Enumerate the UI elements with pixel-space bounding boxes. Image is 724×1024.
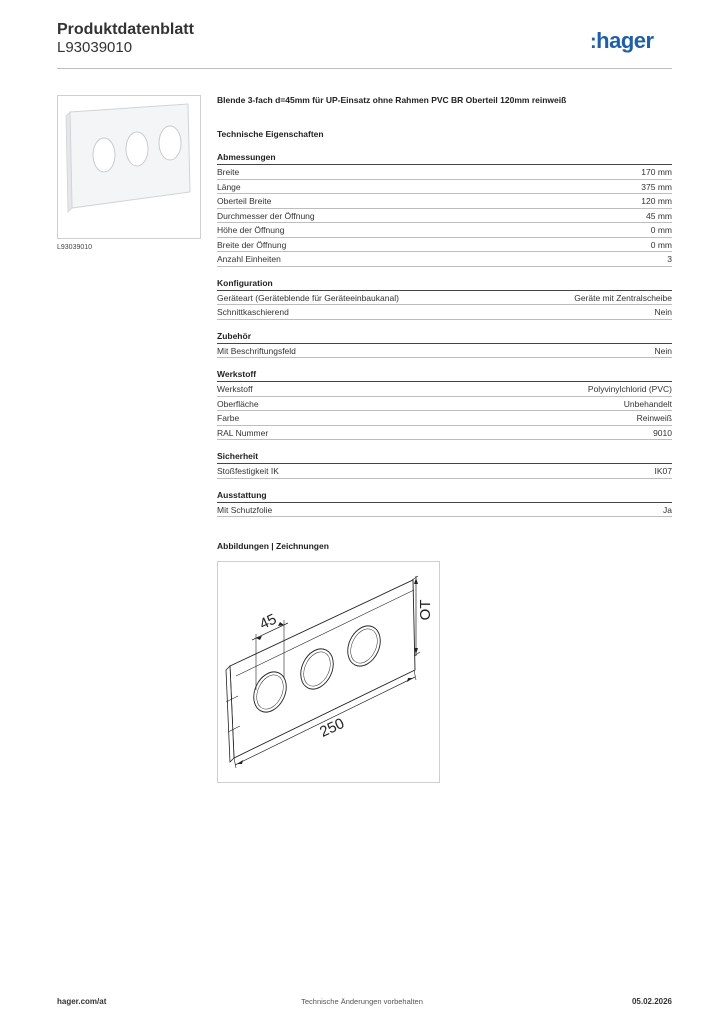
spec-label: Mit Beschriftungsfeld bbox=[217, 345, 296, 356]
spec-value: Nein bbox=[654, 307, 672, 317]
spec-label: Anzahl Einheiten bbox=[217, 254, 281, 264]
spec-label: Oberteil Breite bbox=[217, 196, 272, 206]
tech-heading: Technische Eigenschaften bbox=[217, 129, 324, 139]
section-gap bbox=[217, 479, 672, 489]
spec-value: IK07 bbox=[654, 466, 672, 476]
product-image-illustration bbox=[58, 96, 200, 238]
spec-label: Höhe der Öffnung bbox=[217, 225, 285, 235]
spec-row bbox=[217, 180, 672, 195]
spec-value: 0 mm bbox=[650, 225, 672, 235]
section-title: Zubehör bbox=[217, 330, 672, 344]
spec-value: Ja bbox=[663, 504, 672, 515]
brand-logo bbox=[590, 28, 654, 54]
spec-row bbox=[217, 411, 672, 426]
spec-row bbox=[217, 382, 672, 397]
drawing-title: Abbildungen | Zeichnungen bbox=[217, 541, 329, 551]
footer-website[interactable]: hager.com/at bbox=[57, 997, 107, 1006]
section-title: Sicherheit bbox=[217, 450, 672, 464]
section-gap bbox=[217, 440, 672, 450]
spec-row bbox=[217, 194, 672, 209]
brand-name: hager bbox=[596, 28, 654, 53]
spec-row bbox=[217, 503, 672, 518]
logo-dots: : bbox=[590, 31, 597, 53]
spec-label: Geräteart (Geräteblende für Geräteeinbaukanal) bbox=[217, 292, 399, 303]
spec-label: Oberfläche bbox=[217, 398, 259, 409]
spec-label: Durchmesser der Öffnung bbox=[217, 210, 315, 221]
dimension-height-label: OT bbox=[417, 599, 434, 621]
spec-value: 9010 bbox=[653, 427, 672, 438]
spec-row bbox=[217, 291, 672, 306]
section-title: Werkstoff bbox=[217, 368, 672, 382]
product-code: L93039010 bbox=[57, 39, 133, 56]
spec-row bbox=[217, 223, 672, 238]
spec-row bbox=[217, 344, 672, 359]
spec-sections bbox=[217, 151, 672, 517]
product-details bbox=[217, 95, 672, 517]
spec-value: Reinweiß bbox=[636, 413, 672, 423]
spec-label: Mit Schutzfolie bbox=[217, 504, 273, 515]
spec-row bbox=[217, 209, 672, 224]
spec-label: Schnittkaschierend bbox=[217, 307, 289, 317]
spec-row bbox=[217, 252, 672, 267]
dimension-diameter-label: 45 bbox=[256, 610, 280, 634]
spec-row bbox=[217, 165, 672, 180]
product-title: Blende 3-fach d=45mm für UP-Einsatz ohne Rahmen PVC BR Oberteil 120mm reinweiß bbox=[217, 95, 567, 105]
section-gap bbox=[217, 358, 672, 368]
spec-value: 45 mm bbox=[646, 210, 672, 221]
header-divider bbox=[57, 68, 672, 69]
page-title: Produktdatenblatt bbox=[57, 21, 194, 38]
spec-label: Werkstoff bbox=[217, 384, 253, 394]
spec-value: Geräte mit Zentralscheibe bbox=[574, 292, 672, 303]
spec-label: Breite der Öffnung bbox=[217, 239, 287, 250]
spec-value: 0 mm bbox=[650, 239, 672, 250]
spec-row bbox=[217, 238, 672, 253]
spec-value: Unbehandelt bbox=[623, 398, 672, 409]
spec-row bbox=[217, 305, 672, 320]
spec-value: 3 bbox=[667, 254, 672, 264]
spec-value: 375 mm bbox=[641, 181, 672, 192]
section-title: Konfiguration bbox=[217, 277, 672, 291]
spec-label: Breite bbox=[217, 167, 240, 177]
section-gap bbox=[217, 320, 672, 330]
spec-label: RAL Nummer bbox=[217, 427, 269, 438]
spec-row bbox=[217, 464, 672, 479]
footer-date: 05.02.2026 bbox=[631, 997, 672, 1006]
technical-drawing bbox=[217, 561, 440, 783]
section-title: Ausstattung bbox=[217, 489, 672, 503]
section-title: Abmessungen bbox=[217, 151, 672, 165]
spec-value: Polyvinylchlorid (PVC) bbox=[587, 384, 672, 394]
spec-row bbox=[217, 397, 672, 412]
dimension-length-label: 250 bbox=[317, 714, 348, 741]
spec-label: Farbe bbox=[217, 413, 240, 423]
footer-notice: Technische Änderungen vorbehalten bbox=[301, 997, 423, 1006]
spec-row bbox=[217, 426, 672, 441]
spec-label: Länge bbox=[217, 181, 241, 192]
technical-drawing-svg bbox=[218, 562, 439, 782]
spec-value: Nein bbox=[654, 345, 672, 356]
section-gap bbox=[217, 267, 672, 277]
spec-value: 170 mm bbox=[641, 167, 672, 177]
spec-label: Stoßfestigkeit IK bbox=[217, 466, 279, 476]
product-image bbox=[57, 95, 201, 239]
product-image-caption: L93039010 bbox=[57, 244, 93, 251]
spec-value: 120 mm bbox=[641, 196, 672, 206]
